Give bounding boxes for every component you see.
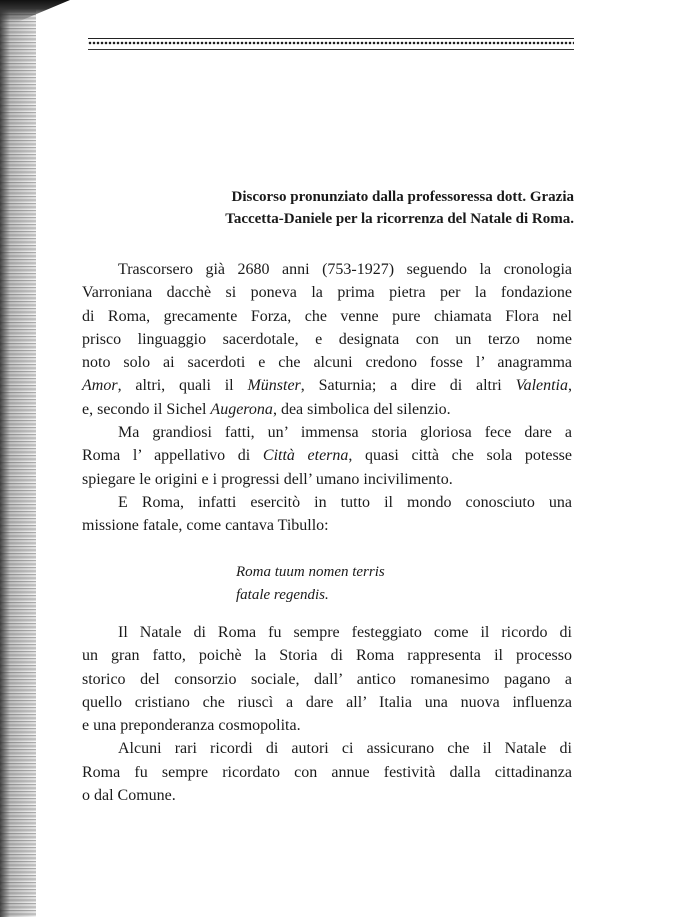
- citta-eterna-italic: Città eterna: [262, 447, 349, 465]
- paragraph-2-line-2: Roma l’ appellativo di Città eterna, quasi città che sola potesse: [82, 447, 573, 465]
- paragraph-1-line-4: prisco linguaggio sacerdotale, e designata con un terzo nome: [82, 330, 572, 348]
- paragraph-1-line-3: di Roma, grecamente Forza, che venne pure chiamata Flora nel: [82, 307, 572, 325]
- paragraph-2-line-1: Ma grandiosi fatti, un’ immensa storia gloriosa fece dare a: [118, 424, 572, 442]
- heading-line-1: Discorso pronunziato dalla professoressa dott. Grazia: [231, 189, 574, 205]
- valentia-italic: Valentia: [515, 377, 568, 395]
- paragraph-1-line-7: e, secondo il Sichel Augerona, dea simbolica del silenzio.: [82, 400, 451, 418]
- header-ornamental-dotted-rule: [88, 41, 574, 45]
- speech-heading: [150, 186, 574, 230]
- body-text-upper: [82, 258, 572, 538]
- scanned-page-edge: [0, 0, 36, 917]
- body-text-lower: [82, 621, 572, 807]
- paragraph-5-line-1: Alcuni rari ricordi di autori ci assicurano che il Natale di: [118, 740, 572, 758]
- quote-line-2: fatale regendis.: [236, 587, 329, 603]
- paragraph-3-line-1: E Roma, infatti esercitò in tutto il mondo conosciuto una: [118, 493, 572, 511]
- paragraph-1-line-5: noto solo ai sacerdoti e che alcuni credono fosse l’ anagramma: [82, 354, 572, 372]
- paragraph-1-line-1: Trascorsero già 2680 anni (753-1927) seguendo la cronologia: [118, 261, 572, 278]
- tibullo-quote: [236, 561, 385, 607]
- paragraph-4-line-3: storico del consorzio sociale, dall’ antico romanesimo pagano a: [82, 670, 572, 688]
- amor-italic: Amor: [82, 377, 118, 395]
- paragraph-4-line-4: quello cristiano che riuscì a dare all’ Italia una nuova influenza: [82, 693, 572, 711]
- augerona-italic: Augerona: [210, 400, 273, 418]
- header-rule-top: [88, 38, 574, 39]
- munster-italic: Münster: [247, 377, 301, 395]
- paragraph-4-line-1: Il Natale di Roma fu sempre festeggiato come il ricordo di: [118, 624, 572, 641]
- paragraph-4-line-2: un gran fatto, poichè la Storia di Roma rappresenta il processo: [82, 647, 572, 665]
- paragraph-5-line-2: Roma fu sempre ricordato con annue festività dalla cittadinanza: [82, 763, 572, 781]
- quote-line-1: Roma tuum nomen terris: [236, 564, 385, 580]
- paragraph-2-line-3: spiegare le origini e i progressi dell’ umano incivilimento.: [82, 470, 453, 488]
- paragraph-4-line-5: e una preponderanza cosmopolita.: [82, 717, 301, 735]
- heading-line-2: Taccetta-Daniele per la ricorrenza del Natale di Roma.: [225, 211, 574, 227]
- paragraph-5-line-3: o dal Comune.: [82, 787, 176, 805]
- paragraph-1-line-6: Amor, altri, quali il Münster, Saturnia; a dire di altri Valentia,: [82, 377, 572, 395]
- paragraph-1-line-2: Varroniana dacchè si poneva la prima pietra per la fondazione: [82, 284, 572, 302]
- paragraph-3-line-2: missione fatale, come cantava Tibullo:: [82, 517, 329, 535]
- header-rule-bottom: [88, 49, 574, 50]
